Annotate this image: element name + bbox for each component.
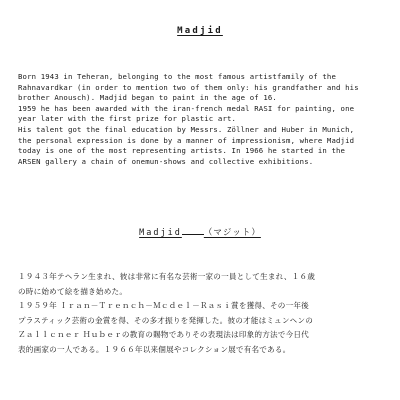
japanese-section-title [0,226,400,238]
english-line: today is one of the most representing artists. In 1966 he started in the [18,146,346,156]
japanese-title-name: Madjid [139,228,182,238]
japanese-line: プラスティック芸術の金賞を得、その多才振りを発揮した。彼の才能はミュンヘンの [18,315,314,325]
english-line: Born 1943 in Teheran, belonging to the most famous artistfamily of the [18,72,337,81]
japanese-title-kana: （マジット） [203,228,261,238]
japanese-line: の時に始めて絵を描き始めた。 [18,286,128,296]
japanese-biography [18,270,386,358]
english-line: year later with the first prize for plastic art. [18,114,237,124]
title-underline-gap [182,228,204,235]
japanese-line: １９５９年 Ｉｒａｎ－Ｔｒｅｎｃｈ－Ｍｃｄｅｌ－Ｒａｓｉ賞を獲得、その一年後 [18,301,309,311]
page-title: Madjid [177,26,223,36]
japanese-line: Ｚａｌｌｃｎｅｒ Ｈｕｂｅｒの教育の賜物でありその表現法は印象的方法で今日代 [18,330,309,340]
english-line: brother Anousch). Madjid began to paint in the age of 16. [18,93,277,103]
english-line: the personal expression is done by a manner of impressionism, where Madjid [18,135,355,145]
english-biography [18,72,386,167]
japanese-line: １９４３年テヘラン生まれ、彼は非常に有名な芸術一家の一員として生まれ、１６歳 [18,272,316,281]
english-line: 1959 he has been awarded with the iran-french medal RASI for painting, one [18,103,355,113]
english-line: Rahnavardkar (in order to mention two of them only: his grandfather and his [18,82,359,92]
english-line: His talent got the final education by Messrs. Zöllner and Huber in Munich, [18,124,355,134]
english-line: ARSEN gallery a chain of onemun-shows and collective exhibitions. [18,156,314,166]
japanese-line: 表的画家の一人である。１９６６年以来個展やコレクション展で有名である。 [18,344,291,354]
